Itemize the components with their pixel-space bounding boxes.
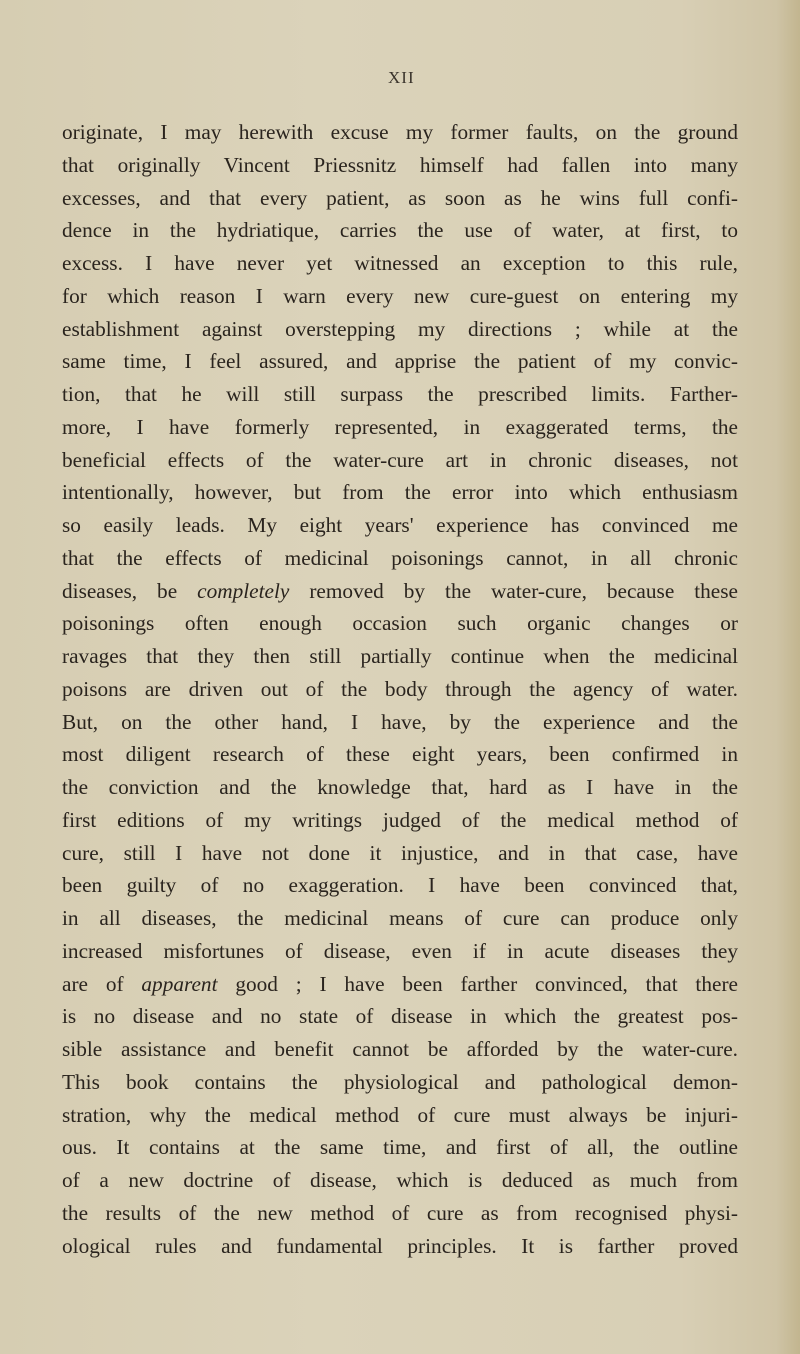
text-line: dence in the hydriatique, carries the use of water, at first, to (62, 218, 738, 243)
text-line: ravages that they then still partially continue when the medicinal (62, 644, 738, 668)
text-line: increased misfortunes of disease, even if in acute diseases they (62, 938, 738, 963)
text-line: excesses, and that every patient, as soon as he wins full confi- (62, 185, 738, 210)
text-line: so easily leads. My eight years' experience has convinced me (62, 513, 738, 537)
text-line: poisonings often enough occasion such organic changes or (62, 611, 738, 636)
text-line: been guilty of no exaggeration. I have been convinced that, (62, 873, 738, 898)
body-text (62, 116, 738, 1262)
text-line: of a new doctrine of disease, which is deduced as much from (62, 1168, 738, 1192)
text-line: intentionally, however, but from the error into which enthusiasm (62, 480, 738, 505)
text-line: first editions of my writings judged of the medical method of (62, 807, 738, 832)
text-line: But, on the other hand, I have, by the experience and the (62, 709, 738, 734)
text-line: stration, why the medical method of cure must always be injuri- (62, 1102, 738, 1127)
text-line: This book contains the physiological and pathological demon- (62, 1069, 738, 1094)
text-line: cure, still I have not done it injustice, and in that case, have (62, 840, 738, 865)
text-line: in all diseases, the medicinal means of cure can produce only (62, 906, 738, 930)
text-line: are of apparent good ; I have been farther convinced, that there (62, 971, 738, 996)
text-line: that originally Vincent Priessnitz himself had fallen into many (62, 152, 738, 177)
text-line: diseases, be completely removed by the water-cure, because these (62, 578, 738, 603)
text-line: sible assistance and benefit cannot be afforded by the water-cure. (62, 1037, 738, 1061)
text-line: that the effects of medicinal poisonings cannot, in all chronic (62, 545, 738, 570)
text-line: same time, I feel assured, and apprise the patient of my convic- (62, 349, 738, 374)
text-line: beneficial effects of the water-cure art in chronic diseases, not (62, 447, 738, 472)
page-number: XII (388, 68, 415, 87)
text-line: for which reason I warn every new cure-guest on entering my (62, 283, 738, 308)
text-line: establishment against overstepping my directions ; while at the (62, 316, 738, 341)
text-line: poisons are driven out of the body through the agency of water. (62, 676, 738, 701)
text-line: tion, that he will still surpass the prescribed limits. Farther- (62, 382, 738, 406)
text-line: excess. I have never yet witnessed an exception to this rule, (62, 251, 738, 275)
text-line: the results of the new method of cure as from recognised physi- (62, 1200, 738, 1225)
text-line: ous. It contains at the same time, and first of all, the outline (62, 1135, 738, 1160)
text-line: most diligent research of these eight years, been confirmed in (62, 742, 738, 767)
text-line: more, I have formerly represented, in exaggerated terms, the (62, 414, 738, 439)
text-line: ological rules and fundamental principles. It is farther proved (62, 1233, 738, 1258)
text-line: originate, I may herewith excuse my former faults, on the ground (62, 120, 738, 144)
text-line: is no disease and no state of disease in which the greatest pos- (62, 1004, 738, 1029)
text-line: the conviction and the knowledge that, hard as I have in the (62, 775, 738, 799)
